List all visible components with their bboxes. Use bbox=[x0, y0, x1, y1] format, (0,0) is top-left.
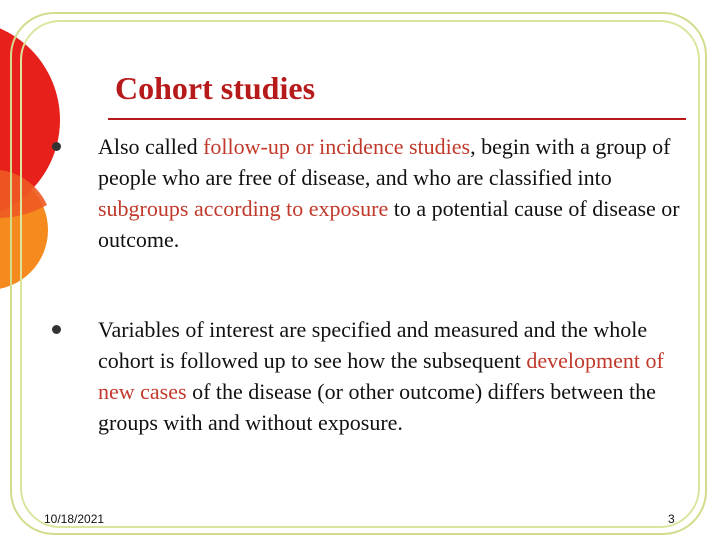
bullet-1-highlight: subgroups according to exposure bbox=[98, 196, 389, 221]
bullet-2-highlight: development of new cases bbox=[98, 348, 664, 404]
bullet-1-segment: to a potential cause of disease or outcome. bbox=[98, 196, 680, 252]
bullet-item-2 bbox=[52, 314, 686, 438]
footer-date: 10/18/2021 bbox=[44, 512, 105, 526]
slide-title: Cohort studies bbox=[115, 70, 316, 106]
bullet-2-segment: of the disease (or other outcome) differs between the groups with and without exposure. bbox=[98, 379, 656, 435]
page-number: 3 bbox=[668, 512, 675, 526]
bullet-marker bbox=[52, 314, 98, 438]
bullet-1-highlight: follow-up or incidence studies bbox=[203, 134, 471, 159]
title-underline bbox=[108, 118, 686, 120]
bullet-item-1 bbox=[52, 131, 686, 255]
bullet-marker bbox=[52, 131, 98, 255]
bullet-2-segment: Variables of interest are specified and measured and the whole cohort is followed up to see how the subsequent bbox=[98, 317, 648, 373]
bullet-text-1 bbox=[98, 131, 686, 255]
bullet-1-segment: Also called bbox=[98, 134, 204, 159]
bullet-text-2 bbox=[98, 314, 686, 438]
bullet-1-segment: , begin with a group of people who are free of disease, and who are classified into bbox=[98, 134, 671, 190]
